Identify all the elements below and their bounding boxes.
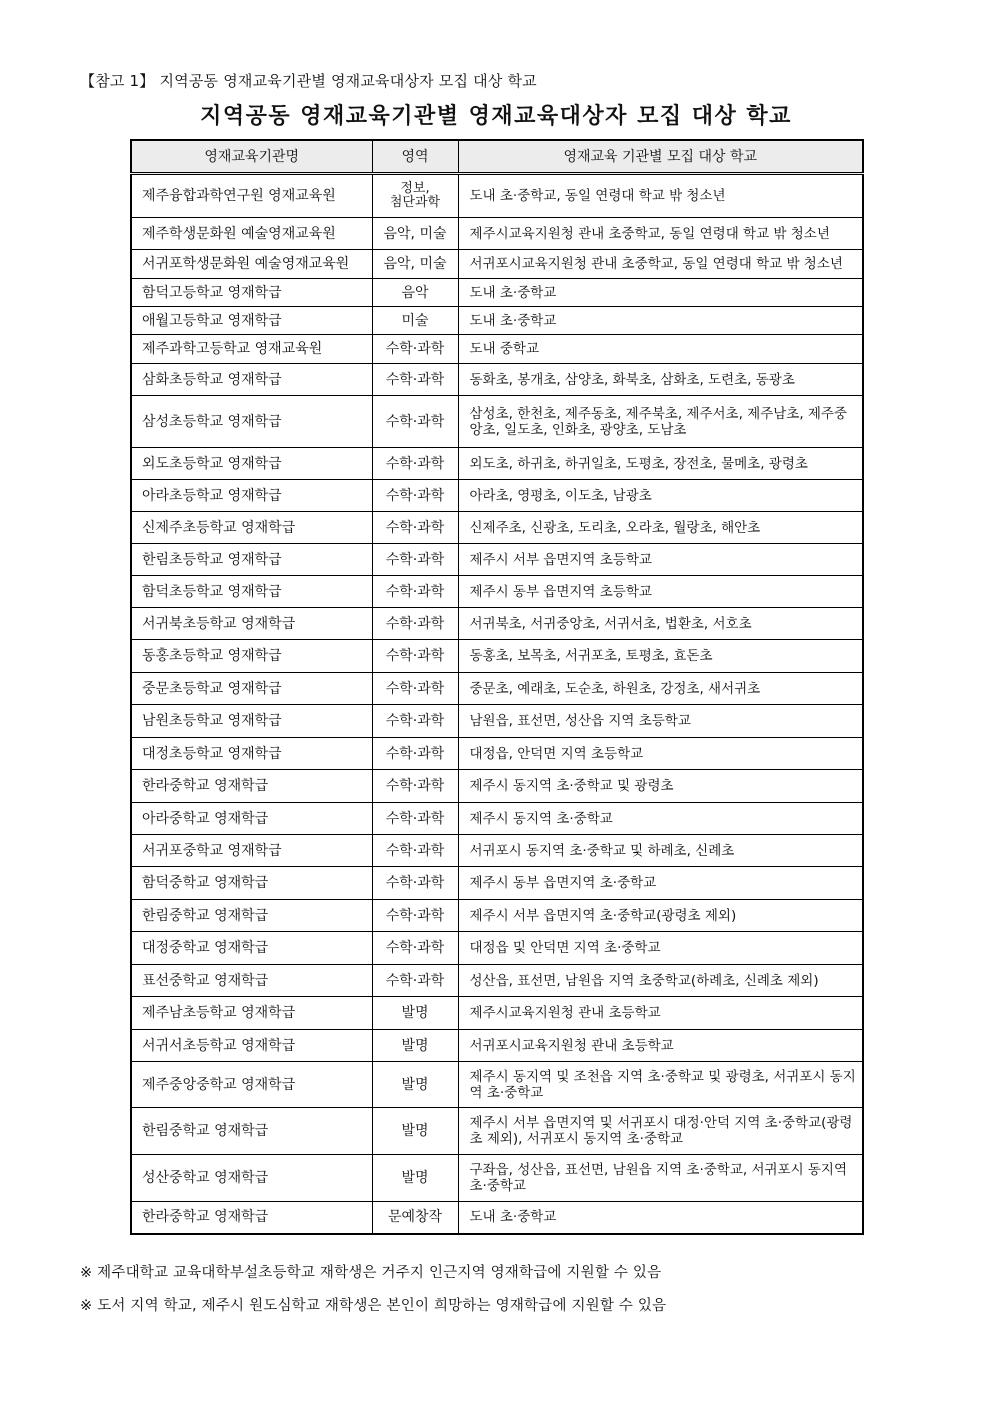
- target-cell: 서귀포시교육지원청 관내 초중학교, 동일 연령대 학교 밖 청소년: [458, 250, 863, 279]
- institution-cell: 외도초등학교 영재학급: [131, 448, 372, 480]
- institution-cell: 제주남초등학교 영재학급: [131, 997, 372, 1030]
- institution-cell: 성산중학교 영재학급: [131, 1155, 372, 1202]
- field-cell: 수학·과학: [372, 448, 458, 480]
- target-cell: 동홍초, 보목초, 서귀포초, 토평초, 효돈초: [458, 640, 863, 673]
- institution-cell: 서귀북초등학교 영재학급: [131, 608, 372, 640]
- note-1: ※ 제주대학교 교육대학부설초등학교 재학생은 거주지 인근지역 영재학급에 지원할 수 있음: [80, 1265, 662, 1281]
- target-cell: 제주시 서부 읍면지역 및 서귀포시 대정·안덕 지역 초·중학교(광령초 제외), 서귀포시 동지역 초·중학교: [458, 1108, 863, 1155]
- institution-cell: 표선중학교 영재학급: [131, 965, 372, 997]
- table-row: [131, 965, 863, 997]
- target-cell: 제주시 서부 읍면지역 초·중학교(광령초 제외): [458, 900, 863, 932]
- table-row: [131, 174, 863, 218]
- field-cell: 수학·과학: [372, 965, 458, 997]
- table-row: [131, 544, 863, 576]
- institution-cell: 한림중학교 영재학급: [131, 900, 372, 932]
- target-cell: 도내 초·중학교, 동일 연령대 학교 밖 청소년: [458, 174, 863, 218]
- table-row: [131, 705, 863, 738]
- field-cell: 수학·과학: [372, 364, 458, 396]
- target-cell: 제주시 동지역 초·중학교: [458, 803, 863, 835]
- field-cell: 수학·과학: [372, 867, 458, 900]
- institution-cell: 함덕초등학교 영재학급: [131, 576, 372, 608]
- field-cell: 수학·과학: [372, 335, 458, 364]
- field-cell: 발명: [372, 997, 458, 1030]
- table-row: [131, 512, 863, 544]
- target-cell: 제주시 동지역 초·중학교 및 광령초: [458, 770, 863, 803]
- institution-cell: 한림초등학교 영재학급: [131, 544, 372, 576]
- field-cell: 수학·과학: [372, 705, 458, 738]
- header-target: 영재교육 기관별 모집 대상 학교: [458, 140, 863, 174]
- schools-table: [130, 139, 864, 1235]
- field-cell: 수학·과학: [372, 803, 458, 835]
- note-2: ※ 도서 지역 학교, 제주시 원도심학교 재학생은 본인이 희망하는 영재학급에 지원할 수 있음: [80, 1298, 667, 1314]
- institution-cell: 한라중학교 영재학급: [131, 1202, 372, 1234]
- target-cell: 도내 중학교: [458, 335, 863, 364]
- table-row: [131, 279, 863, 307]
- institution-cell: 대정중학교 영재학급: [131, 932, 372, 965]
- institution-cell: 한림중학교 영재학급: [131, 1108, 372, 1155]
- target-cell: 삼성초, 한천초, 제주동초, 제주북초, 제주서초, 제주남초, 제주중앙초, 일도초, 인화초, 광양초, 도남초: [458, 396, 863, 448]
- institution-cell: 남원초등학교 영재학급: [131, 705, 372, 738]
- field-cell: 수학·과학: [372, 576, 458, 608]
- institution-cell: 한라중학교 영재학급: [131, 770, 372, 803]
- field-cell: 발명: [372, 1030, 458, 1062]
- institution-cell: 함덕중학교 영재학급: [131, 867, 372, 900]
- field-cell: 음악, 미술: [372, 218, 458, 250]
- header-institution: 영재교육기관명: [131, 140, 372, 174]
- field-cell: 수학·과학: [372, 900, 458, 932]
- target-cell: 제주시 동부 읍면지역 초등학교: [458, 576, 863, 608]
- target-cell: 제주시교육지원청 관내 초등학교: [458, 997, 863, 1030]
- field-cell: 수학·과학: [372, 932, 458, 965]
- table-row: [131, 770, 863, 803]
- table-row: [131, 576, 863, 608]
- target-cell: 서귀북초, 서귀중앙초, 서귀서초, 법환초, 서호초: [458, 608, 863, 640]
- institution-cell: 삼화초등학교 영재학급: [131, 364, 372, 396]
- page-title: 지역공동 영재교육기관별 영재교육대상자 모집 대상 학교: [200, 104, 792, 129]
- table-row: [131, 364, 863, 396]
- table-row: [131, 932, 863, 965]
- table-row: [131, 673, 863, 705]
- institution-cell: 서귀포학생문화원 예술영재교육원: [131, 250, 372, 279]
- target-cell: 도내 초·중학교: [458, 307, 863, 335]
- target-cell: 구좌읍, 성산읍, 표선면, 남원읍 지역 초·중학교, 서귀포시 동지역 초·중학교: [458, 1155, 863, 1202]
- institution-cell: 제주중앙중학교 영재학급: [131, 1062, 372, 1108]
- table-row: [131, 335, 863, 364]
- target-cell: 대정읍, 안덕면 지역 초등학교: [458, 738, 863, 770]
- target-cell: 제주시 동지역 및 조천읍 지역 초·중학교 및 광령초, 서귀포시 동지역 초·중학교: [458, 1062, 863, 1108]
- table-row: [131, 997, 863, 1030]
- field-cell: 수학·과학: [372, 770, 458, 803]
- institution-cell: 삼성초등학교 영재학급: [131, 396, 372, 448]
- field-cell: 수학·과학: [372, 512, 458, 544]
- field-cell: 수학·과학: [372, 738, 458, 770]
- field-cell: 문예창작: [372, 1202, 458, 1234]
- table-row: [131, 1202, 863, 1234]
- target-cell: 서귀포시 동지역 초·중학교 및 하례초, 신례초: [458, 835, 863, 867]
- table-row: [131, 480, 863, 512]
- target-cell: 제주시 동부 읍면지역 초·중학교: [458, 867, 863, 900]
- table-row: [131, 900, 863, 932]
- field-cell: 수학·과학: [372, 480, 458, 512]
- target-cell: 아라초, 영평초, 이도초, 남광초: [458, 480, 863, 512]
- table-row: [131, 640, 863, 673]
- table-row: [131, 1108, 863, 1155]
- institution-cell: 중문초등학교 영재학급: [131, 673, 372, 705]
- table-row: [131, 1062, 863, 1108]
- table-header-row: [131, 140, 863, 174]
- target-cell: 제주시 서부 읍면지역 초등학교: [458, 544, 863, 576]
- table-row: [131, 867, 863, 900]
- table-row: [131, 1030, 863, 1062]
- target-cell: 도내 초·중학교: [458, 1202, 863, 1234]
- field-cell: 정보, 첨단과학: [372, 174, 458, 218]
- table-row: [131, 835, 863, 867]
- institution-cell: 함덕고등학교 영재학급: [131, 279, 372, 307]
- target-cell: 대정읍 및 안덕면 지역 초·중학교: [458, 932, 863, 965]
- target-cell: 동화초, 봉개초, 삼양초, 화북초, 삼화초, 도련초, 동광초: [458, 364, 863, 396]
- table-row: [131, 307, 863, 335]
- field-cell: 음악: [372, 279, 458, 307]
- table-row: [131, 250, 863, 279]
- table-row: [131, 396, 863, 448]
- target-cell: 제주시교육지원청 관내 초중학교, 동일 연령대 학교 밖 청소년: [458, 218, 863, 250]
- institution-cell: 서귀포중학교 영재학급: [131, 835, 372, 867]
- field-cell: 수학·과학: [372, 835, 458, 867]
- institution-cell: 제주과학고등학교 영재교육원: [131, 335, 372, 364]
- field-cell: 발명: [372, 1062, 458, 1108]
- target-cell: 성산읍, 표선면, 남원읍 지역 초중학교(하례초, 신례초 제외): [458, 965, 863, 997]
- field-cell: 음악, 미술: [372, 250, 458, 279]
- field-cell: 발명: [372, 1108, 458, 1155]
- institution-cell: 대정초등학교 영재학급: [131, 738, 372, 770]
- field-cell: 미술: [372, 307, 458, 335]
- table-row: [131, 1155, 863, 1202]
- target-cell: 신제주초, 신광초, 도리초, 오라초, 월랑초, 해안초: [458, 512, 863, 544]
- institution-cell: 제주학생문화원 예술영재교육원: [131, 218, 372, 250]
- institution-cell: 아라초등학교 영재학급: [131, 480, 372, 512]
- institution-cell: 신제주초등학교 영재학급: [131, 512, 372, 544]
- target-cell: 중문초, 예래초, 도순초, 하원초, 강정초, 새서귀초: [458, 673, 863, 705]
- field-cell: 수학·과학: [372, 544, 458, 576]
- table-row: [131, 218, 863, 250]
- field-cell: 수학·과학: [372, 673, 458, 705]
- reference-label: 【참고 1】 지역공동 영재교육기관별 영재교육대상자 모집 대상 학교: [80, 72, 537, 90]
- institution-cell: 제주융합과학연구원 영재교육원: [131, 174, 372, 218]
- table-row: [131, 448, 863, 480]
- field-cell: 수학·과학: [372, 396, 458, 448]
- table-row: [131, 738, 863, 770]
- institution-cell: 애월고등학교 영재학급: [131, 307, 372, 335]
- institution-cell: 서귀서초등학교 영재학급: [131, 1030, 372, 1062]
- target-cell: 도내 초·중학교: [458, 279, 863, 307]
- header-field: 영역: [372, 140, 458, 174]
- field-cell: 수학·과학: [372, 608, 458, 640]
- institution-cell: 아라중학교 영재학급: [131, 803, 372, 835]
- target-cell: 외도초, 하귀초, 하귀일초, 도평초, 장전초, 물메초, 광령초: [458, 448, 863, 480]
- field-cell: 발명: [372, 1155, 458, 1202]
- target-cell: 남원읍, 표선면, 성산읍 지역 초등학교: [458, 705, 863, 738]
- institution-cell: 동홍초등학교 영재학급: [131, 640, 372, 673]
- table-row: [131, 803, 863, 835]
- target-cell: 서귀포시교육지원청 관내 초등학교: [458, 1030, 863, 1062]
- field-cell: 수학·과학: [372, 640, 458, 673]
- table-row: [131, 608, 863, 640]
